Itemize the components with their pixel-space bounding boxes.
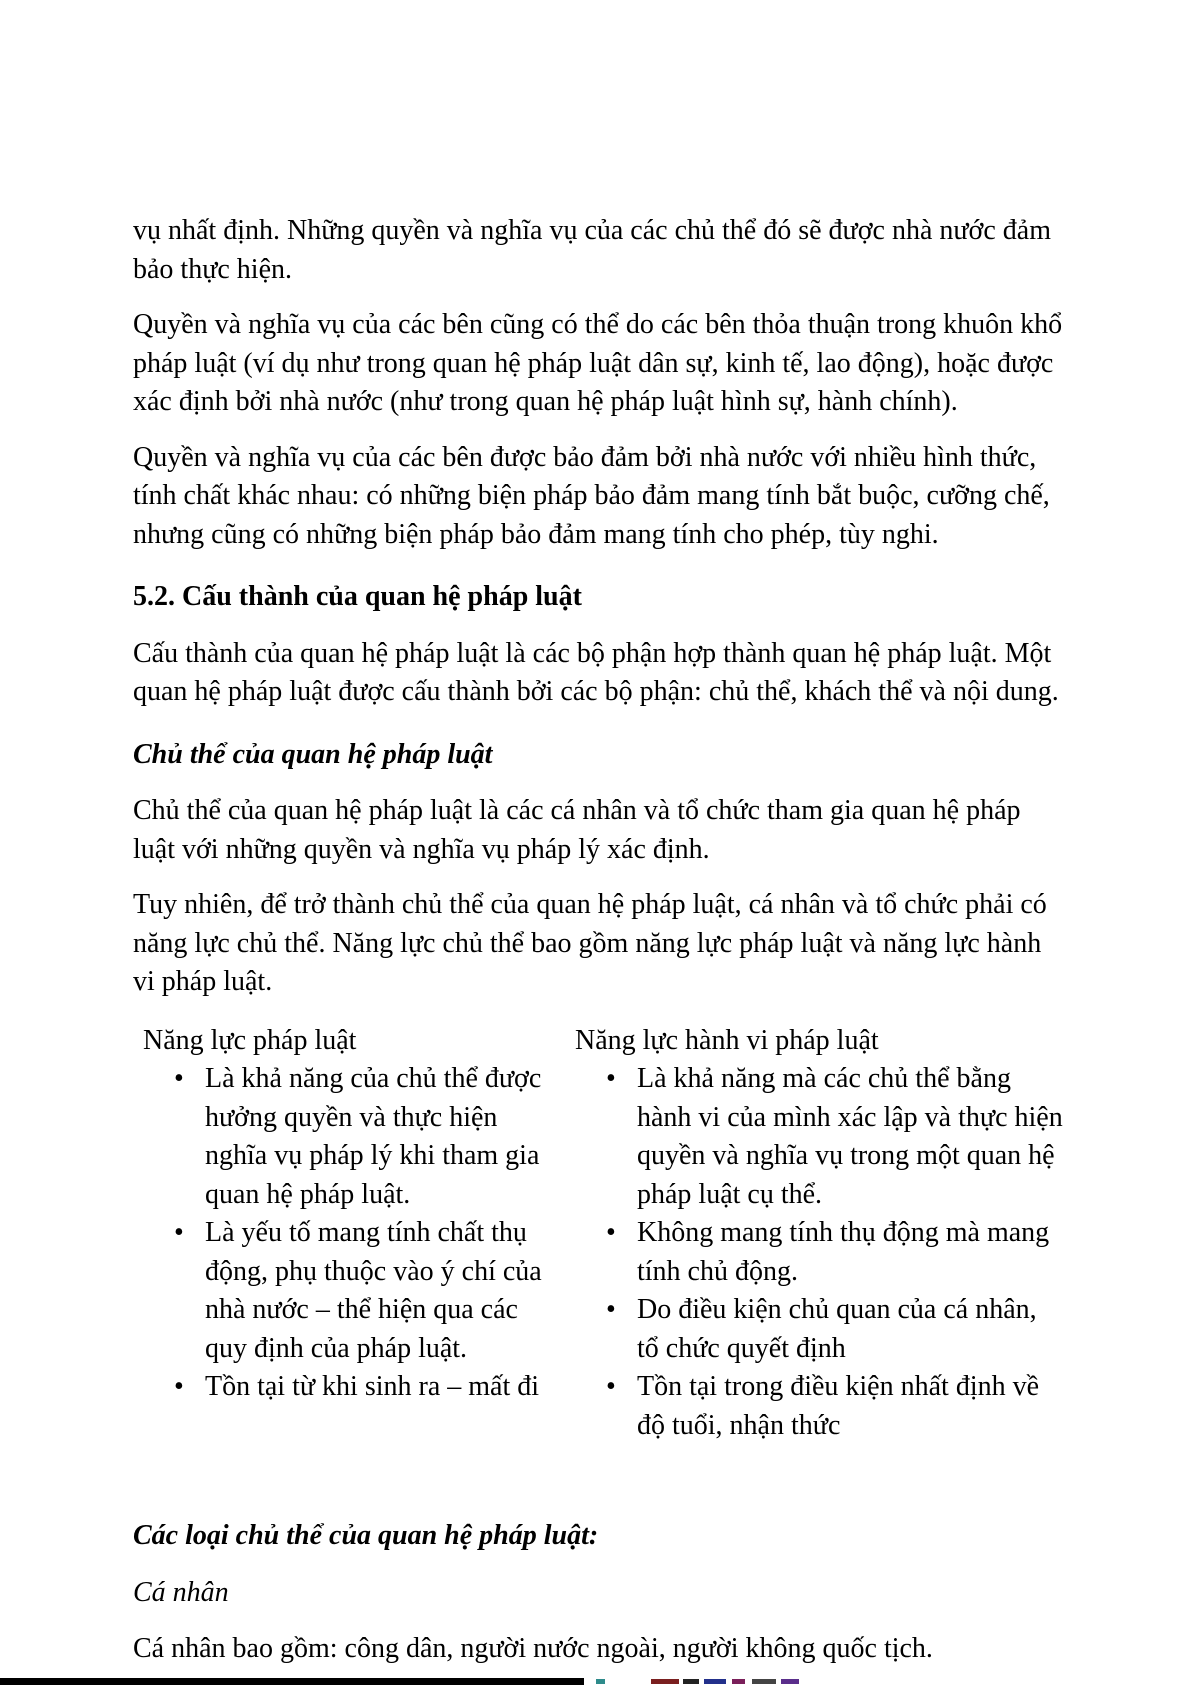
fragment-mark [781,1679,799,1684]
bullet-item: • Tồn tại từ khi sinh ra – mất đi [205,1368,565,1407]
paragraph-continued-obligations: vụ nhất định. Những quyền và nghĩa vụ của các chủ thể đó sẽ được nhà nước đảm bảo thực hiện. [133,215,1051,285]
column-nang-luc-phap-luat [133,1022,565,1446]
paragraph-cau-thanh-intro: Cấu thành của quan hệ pháp luật là các bộ phận hợp thành quan hệ pháp luật. Một quan hệ pháp luật được cấu thành bởi các bộ phận: chủ thể, khách thể và nội dung. [133,637,1059,707]
fragment-mark [752,1679,776,1684]
subheading-ca-nhan: Cá nhân [133,1576,229,1608]
column-left-header: Năng lực pháp luật [143,1024,357,1056]
column-right-header: Năng lực hành vi pháp luật [575,1024,879,1056]
paragraph-chu-the-definition: Chủ thể của quan hệ pháp luật là các cá nhân và tổ chức tham gia quan hệ pháp luật với những quyền và nghĩa vụ pháp lý xác định. [133,795,1021,865]
fragment-mark [704,1679,726,1684]
column-nang-luc-hanh-vi [565,1022,1063,1446]
bullet-item: • Là khả năng của chủ thể được hưởng quyền và thực hiện nghĩa vụ pháp lý khi tham gia quan hệ pháp luật. [205,1060,565,1214]
section-heading-5-2: 5.2. Cấu thành của quan hệ pháp luật [133,581,582,612]
bullet-item: • Là yếu tố mang tính chất thụ động, phụ thuộc vào ý chí của nhà nước – thể hiện qua các quy định của pháp luật. [205,1214,565,1368]
column-right-bullet-list [565,1060,1063,1445]
subsection-heading-chu-the: Chủ thể của quan hệ pháp luật [133,738,493,770]
capacity-comparison-columns [133,1022,1063,1446]
fragment-mark [651,1679,679,1684]
clipped-window-edge-bar [0,1678,584,1685]
paragraph-nang-luc-chu-the: Tuy nhiên, để trở thành chủ thể của quan hệ pháp luật, cá nhân và tổ chức phải có năng lực chủ thể. Năng lực chủ thể bao gồm năng lực pháp luật và năng lực hành vi pháp luật. [133,889,1047,997]
subsection-heading-cac-loai-chu-the: Các loại chủ thể của quan hệ pháp luật: [133,1520,599,1551]
bullet-item: • Là khả năng mà các chủ thể bằng hành vi của mình xác lập và thực hiện quyền và nghĩa vụ trong một quan hệ pháp luật cụ thể. [637,1060,1063,1214]
paragraph-state-guarantee: Quyền và nghĩa vụ của các bên được bảo đảm bởi nhà nước với nhiều hình thức, tính chất khác nhau: có những biện pháp bảo đảm mang tính bắt buộc, cưỡng chế, nhưng cũng có những biện pháp bảo đảm mang tính cho phép, tùy nghi. [133,441,1050,550]
paragraph-ca-nhan-bao-gom: Cá nhân bao gồm: công dân, người nước ngoài, người không quốc tịch. [133,1633,933,1664]
document-text-block [133,212,1063,1685]
fragment-mark [596,1679,605,1684]
bullet-item: • Tồn tại trong điều kiện nhất định về độ tuổi, nhận thức [637,1368,1063,1445]
column-left-bullet-list [133,1060,565,1407]
fragment-mark [683,1679,699,1684]
bullet-item: • Không mang tính thụ động mà mang tính chủ động. [637,1214,1063,1291]
clipped-content-fragments [596,1679,799,1684]
bullet-item: • Do điều kiện chủ quan của cá nhân, tổ chức quyết định [637,1291,1063,1368]
fragment-mark [732,1679,745,1684]
paragraph-rights-agreement: Quyền và nghĩa vụ của các bên cũng có thể do các bên thỏa thuận trong khuôn khổ pháp luật (ví dụ như trong quan hệ pháp luật dân sự, kinh tế, lao động), hoặc được xác định bởi nhà nước (như trong quan hệ pháp luật hình sự, hành chính). [133,309,1063,417]
